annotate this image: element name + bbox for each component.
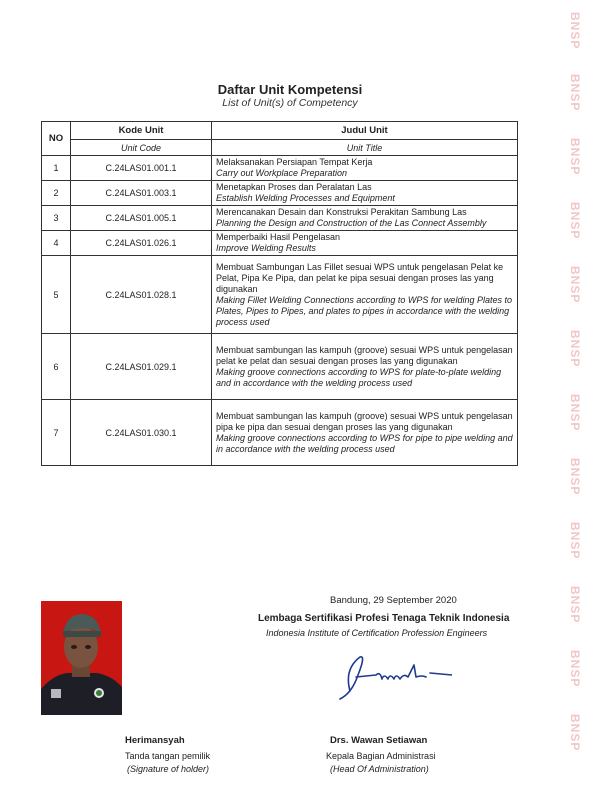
row-no: 3 bbox=[42, 206, 71, 231]
row-title: Menetapkan Proses dan Peralatan Las bbox=[216, 182, 372, 192]
row-no: 1 bbox=[42, 156, 71, 181]
header-no: NO bbox=[42, 122, 71, 156]
header-code-en: Unit Code bbox=[71, 140, 212, 156]
institution-name: Lembaga Sertifikasi Profesi Tenaga Teknik Indonesia bbox=[258, 613, 510, 624]
row-no: 5 bbox=[42, 256, 71, 334]
watermark-text: BNSP bbox=[568, 202, 582, 240]
row-no: 7 bbox=[42, 400, 71, 466]
row-title: Memperbaiki Hasil Pengelasan bbox=[216, 232, 341, 242]
row-code: C.24LAS01.026.1 bbox=[71, 231, 212, 256]
row-no: 6 bbox=[42, 334, 71, 400]
holder-role-en: (Signature of holder) bbox=[127, 764, 210, 774]
row-code: C.24LAS01.003.1 bbox=[71, 181, 212, 206]
row-title: Melaksanakan Persiapan Tempat Kerja bbox=[216, 157, 373, 167]
row-title-cell bbox=[212, 334, 518, 400]
place-date: Bandung, 29 September 2020 bbox=[330, 595, 457, 606]
table-row bbox=[42, 334, 518, 400]
holder-name: Herimansyah bbox=[125, 735, 185, 746]
table-row bbox=[42, 400, 518, 466]
row-title-cell bbox=[212, 231, 518, 256]
table-row bbox=[42, 206, 518, 231]
competency-table bbox=[41, 121, 518, 466]
watermark-text: BNSP bbox=[568, 266, 582, 304]
head-role: Kepala Bagian Administrasi bbox=[326, 751, 436, 761]
row-title-cell bbox=[212, 206, 518, 231]
row-title-en: Carry out Workplace Preparation bbox=[216, 168, 348, 178]
watermark-text: BNSP bbox=[568, 458, 582, 496]
head-role-en: (Head Of Administration) bbox=[330, 764, 429, 774]
watermark-text: BNSP bbox=[568, 586, 582, 624]
table-row bbox=[42, 156, 518, 181]
holder-photo bbox=[41, 601, 122, 715]
row-title-cell bbox=[212, 256, 518, 334]
table-row bbox=[42, 181, 518, 206]
watermark-text: BNSP bbox=[568, 714, 582, 752]
row-title-en: Making groove connections according to WPS for pipe to pipe welding and in accordance with the welding process used bbox=[216, 432, 513, 454]
watermark-text: BNSP bbox=[568, 394, 582, 432]
row-code: C.24LAS01.005.1 bbox=[71, 206, 212, 231]
row-no: 2 bbox=[42, 181, 71, 206]
row-title: Membuat sambungan las kampuh (groove) sesuai WPS untuk pengelasan pipa ke pipa dan sesuai dengan proses las yang digunakan bbox=[216, 410, 513, 432]
row-title-en: Planning the Design and Construction of the Las Connect Assembly bbox=[216, 218, 487, 228]
table-row bbox=[42, 256, 518, 334]
institution-name-en: Indonesia Institute of Certification Profession Engineers bbox=[266, 628, 488, 638]
row-title-cell bbox=[212, 400, 518, 466]
watermark-strip bbox=[560, 0, 590, 792]
document-subtitle: List of Unit(s) of Competency bbox=[222, 97, 358, 109]
document-title: Daftar Unit Kompetensi bbox=[217, 82, 363, 97]
row-code: C.24LAS01.030.1 bbox=[71, 400, 212, 466]
table-row bbox=[42, 231, 518, 256]
watermark-text: BNSP bbox=[568, 12, 582, 50]
row-title-en: Establish Welding Processes and Equipment bbox=[216, 193, 395, 203]
person-portrait bbox=[41, 601, 122, 715]
row-title-en: Making groove connections according to WPS for plate-to-plate welding and in accordance with the welding process used bbox=[216, 366, 502, 388]
header-code: Kode Unit bbox=[71, 122, 212, 140]
watermark-text: BNSP bbox=[568, 138, 582, 176]
row-title: Merencanakan Desain dan Konstruksi Perakitan Sambung Las bbox=[216, 207, 467, 217]
head-name: Drs. Wawan Setiawan bbox=[330, 735, 428, 746]
row-title: Membuat sambungan las kampuh (groove) sesuai WPS untuk pengelasan pelat ke pelat dan sesuai dengan proses las yang digunakan bbox=[216, 344, 513, 366]
header-title: Judul Unit bbox=[212, 122, 518, 140]
row-title-cell bbox=[212, 181, 518, 206]
row-title-en: Improve Welding Results bbox=[216, 243, 316, 253]
row-no: 4 bbox=[42, 231, 71, 256]
watermark-text: BNSP bbox=[568, 74, 582, 112]
row-title: Membuat Sambungan Las Fillet sesuai WPS untuk pengelasan Pelat ke Pelat, Pipa Ke Pipa, dan pelat ke pipa sesuai dengan proses las yang digunakan bbox=[216, 261, 504, 294]
watermark-text: BNSP bbox=[568, 650, 582, 688]
row-code: C.24LAS01.001.1 bbox=[71, 156, 212, 181]
holder-role: Tanda tangan pemilik bbox=[125, 751, 211, 761]
watermark-text: BNSP bbox=[568, 522, 582, 560]
row-code: C.24LAS01.029.1 bbox=[71, 334, 212, 400]
row-code: C.24LAS01.028.1 bbox=[71, 256, 212, 334]
signature-image bbox=[322, 647, 452, 707]
row-title-cell bbox=[212, 156, 518, 181]
watermark-text: BNSP bbox=[568, 330, 582, 368]
row-title-en: Making Fillet Welding Connections according to WPS for welding Plates to Plates, Pipes to Pipes, and plates to pipes in accordance with the welding process used bbox=[216, 294, 512, 327]
header-title-en: Unit Title bbox=[212, 140, 518, 156]
